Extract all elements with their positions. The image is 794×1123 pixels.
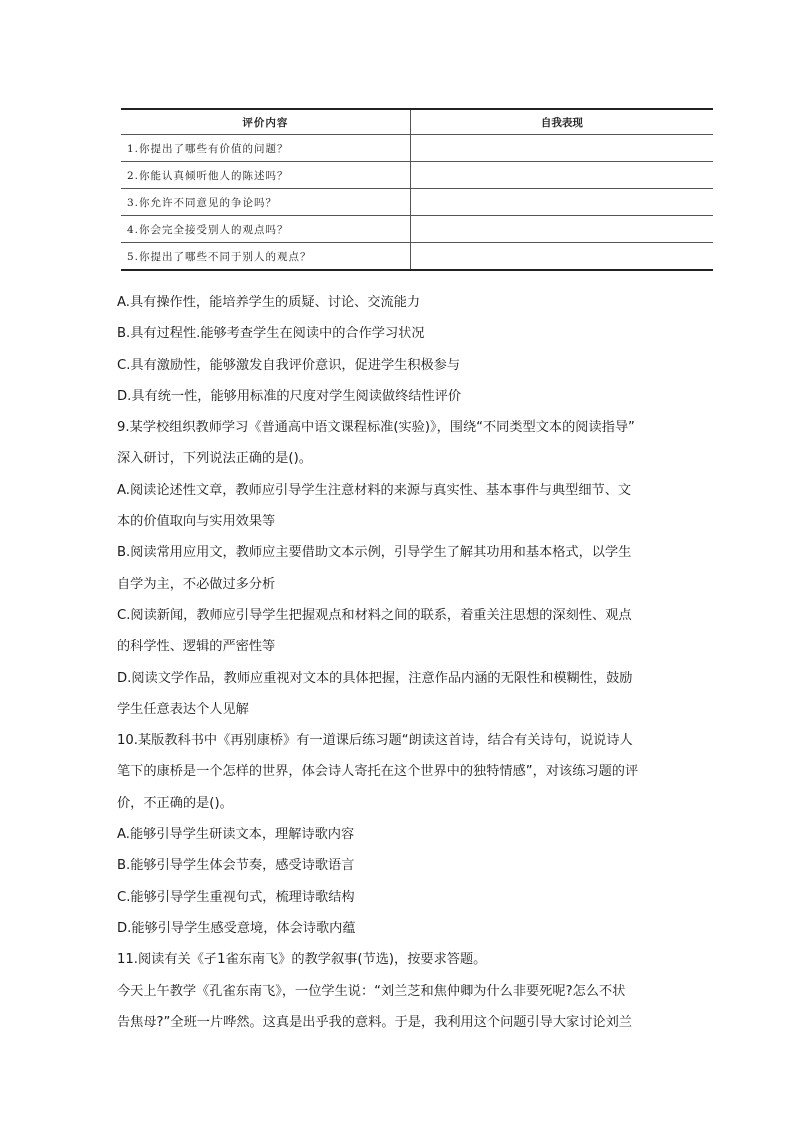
table-row	[121, 243, 713, 271]
header-self-performance: 自我表现	[410, 109, 713, 135]
option-a-q9-cont: 本的价值取向与实用效果等	[117, 514, 276, 530]
header-evaluation-content: 评价内容	[121, 109, 410, 135]
table-row	[121, 189, 713, 216]
table-row	[121, 216, 713, 243]
table-cell-answer	[410, 162, 713, 189]
question-10-stem-end: 价，不正确的是()。	[117, 795, 233, 811]
option-a-q9: A.阅读论述性文章，教师应引导学生注意材料的来源与真实性、基本事件与典型细节、文	[117, 482, 632, 498]
table-cell-answer	[410, 243, 713, 271]
table-cell-question: 4.你会完全接受别人的观点吗？	[121, 216, 410, 243]
option-c-q9-cont: 的科学性、逻辑的严密性等	[117, 639, 276, 655]
option-c-q10: C.能够引导学生重视句式，梳理诗歌结构	[117, 889, 355, 905]
table-row	[121, 162, 713, 189]
option-a-q8: A.具有操作性，能培养学生的质疑、讨论、交流能力	[117, 295, 421, 310]
table-cell-question: 5.你提出了哪些不同于别人的观点？	[121, 243, 410, 271]
table-cell-answer	[410, 216, 713, 243]
table-cell-answer	[410, 135, 713, 162]
table-cell-question: 3.你允许不同意见的争论吗？	[121, 189, 410, 216]
narrative-paragraph: 今天上午教学《孔雀东南飞》，一位学生说：“刘兰芝和焦仲卿为什么非要死呢?怎么不状	[117, 983, 626, 999]
option-b-q9-cont: 自学为主，不必做过多分析	[117, 576, 276, 592]
table-cell-answer	[410, 189, 713, 216]
question-10-stem: 10.某版教科书中《再别康桥》有一道课后练习题“朗读这首诗，结合有关诗句，说说诗人	[117, 733, 633, 749]
evaluation-table	[121, 108, 713, 271]
question-9-stem: 9.某学校组织教师学习《普通高中语文课程标准(实验)》，围绕“不同类型文本的阅读指导”	[117, 420, 635, 436]
option-b-q10: B.能够引导学生体会节奏，感受诗歌语言	[117, 858, 355, 874]
option-b-q9: B.阅读常用应用文，教师应主要借助文本示例，引导学生了解其功用和基本格式，以学生	[117, 545, 632, 561]
option-c-q8: C.具有激励性，能够激发自我评价意识，促进学生积极参与	[117, 357, 461, 373]
question-10-stem-cont: 笔下的康桥是一个怎样的世界，体会诗人寄托在这个世界中的独特情感”，对该练习题的评	[117, 764, 639, 780]
option-b-q8: B.具有过程性.能够考查学生在阅读中的合作学习状况	[117, 326, 425, 342]
question-11-stem: 11.阅读有关《孑1雀东南飞》的教学叙事(节选)，按要求答题。	[117, 952, 487, 968]
table-row	[121, 135, 713, 162]
option-d-q8: D.具有统一性，能够用标准的尺度对学生阅读做终结性评价	[117, 388, 462, 404]
question-9-stem-cont: 深入研讨，下列说法正确的是()。	[117, 451, 312, 467]
table-cell-question: 2.你能认真倾听他人的陈述吗？	[121, 162, 410, 189]
option-a-q10: A.能够引导学生研读文本，理解诗歌内容	[117, 827, 355, 843]
option-d-q10: D.能够引导学生感受意境，体会诗歌内蕴	[117, 920, 356, 936]
option-c-q9: C.阅读新闻，教师应引导学生把握观点和材料之间的联系，着重关注思想的深刻性、观点	[117, 607, 632, 623]
option-d-q9-cont: 学生任意表达个人见解	[117, 701, 249, 717]
option-d-q9: D.阅读文学作品，教师应重视对文本的具体把握，注意作品内涵的无限性和模糊性，鼓励	[117, 670, 633, 686]
table-header-row	[121, 109, 713, 135]
question-text-block	[117, 287, 687, 1038]
table-cell-question: 1.你提出了哪些有价值的问题？	[121, 135, 410, 162]
narrative-paragraph-cont: 告焦母?”全班一片哗然。这真是出乎我的意料。于是，我利用这个问题引导大家讨论刘兰	[117, 1014, 632, 1030]
